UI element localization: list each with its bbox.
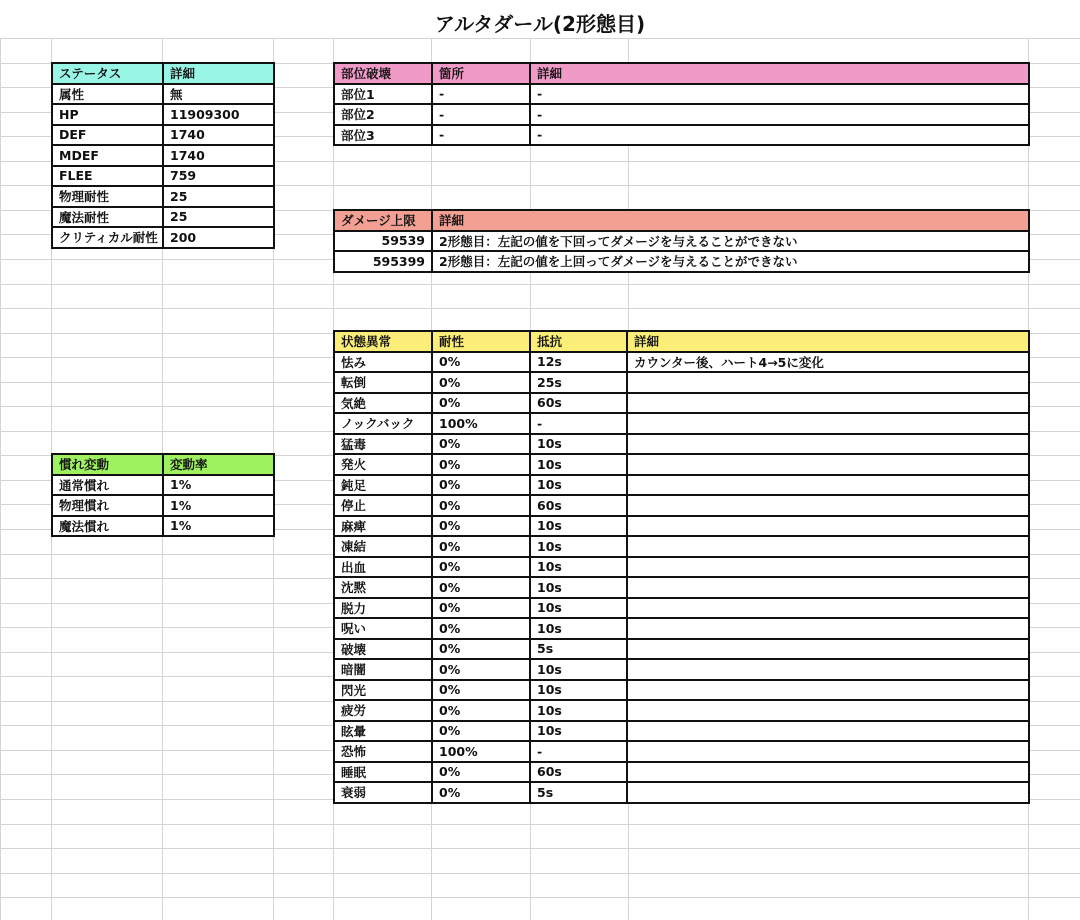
ailment-name-cell: 暗闇	[334, 659, 432, 680]
ailment-resist-time-cell: 10s	[530, 659, 627, 680]
ailment-name-cell: 脱力	[334, 598, 432, 619]
habituation-name-cell: 物理慣れ	[52, 495, 163, 516]
ailment-resist-time-cell: 10s	[530, 700, 627, 721]
ailment-row	[334, 516, 1029, 537]
ailment-resist-time-cell: 10s	[530, 557, 627, 578]
ailment-detail-cell	[627, 536, 1029, 557]
ailment-resist-time-cell: 10s	[530, 516, 627, 537]
status-name-cell: FLEE	[52, 166, 163, 187]
ailment-row	[334, 577, 1029, 598]
ailment-resist-time-cell: 10s	[530, 434, 627, 455]
ailment-name-cell: 睡眠	[334, 762, 432, 783]
ailment-name-cell: 疲労	[334, 700, 432, 721]
parts-table	[333, 62, 1030, 146]
part-name-cell: 部位2	[334, 104, 432, 125]
ailment-name-cell: 呪い	[334, 618, 432, 639]
ailment-detail-cell	[627, 475, 1029, 496]
status-name-cell: 物理耐性	[52, 186, 163, 207]
part-location-cell: -	[432, 104, 530, 125]
ailment-name-cell: 凍結	[334, 536, 432, 557]
parts-table-header	[334, 63, 1029, 84]
part-detail-cell: -	[530, 125, 1029, 146]
status-value-cell: 759	[163, 166, 274, 187]
damage-cap-detail-cell: 2形態目：左記の値を上回ってダメージを与えることができない	[432, 251, 1029, 272]
ailment-row	[334, 434, 1029, 455]
ailment-resistance-cell: 0%	[432, 536, 530, 557]
ailment-resistance-cell: 0%	[432, 721, 530, 742]
ailment-row	[334, 454, 1029, 475]
status-row	[52, 145, 274, 166]
ailment-detail-cell	[627, 454, 1029, 475]
ailment-detail-cell	[627, 495, 1029, 516]
ailment-resistance-cell: 0%	[432, 680, 530, 701]
ailment-row	[334, 495, 1029, 516]
ailment-row	[334, 680, 1029, 701]
ailment-name-cell: 沈黙	[334, 577, 432, 598]
damage-cap-row	[334, 251, 1029, 272]
ailment-row	[334, 700, 1029, 721]
ailment-resistance-cell: 0%	[432, 557, 530, 578]
ailment-row	[334, 639, 1029, 660]
ailment-resistance-cell: 0%	[432, 659, 530, 680]
ailment-row	[334, 721, 1029, 742]
ailment-resist-time-cell: 5s	[530, 639, 627, 660]
ailment-row	[334, 413, 1029, 434]
habituation-row	[52, 516, 274, 537]
ailment-resistance-cell: 0%	[432, 700, 530, 721]
ailment-name-cell: ノックバック	[334, 413, 432, 434]
status-row	[52, 227, 274, 248]
habituation-row	[52, 475, 274, 496]
habituation-rate-cell: 1%	[163, 495, 274, 516]
habituation-row	[52, 495, 274, 516]
ailment-detail-cell	[627, 680, 1029, 701]
ailment-resistance-cell: 0%	[432, 618, 530, 639]
damage-table-header	[334, 210, 1029, 231]
ailment-name-cell: 気絶	[334, 393, 432, 414]
status-header-label: ステータス	[52, 63, 163, 84]
ailment-detail-cell	[627, 413, 1029, 434]
status-table-header	[52, 63, 274, 84]
status-value-cell: 無	[163, 84, 274, 105]
ailment-resist-time-cell: 25s	[530, 372, 627, 393]
ailment-resist-time-cell: 10s	[530, 536, 627, 557]
ailment-detail-cell	[627, 598, 1029, 619]
habituation-name-cell: 魔法慣れ	[52, 516, 163, 537]
ailment-resist-time-cell: 10s	[530, 475, 627, 496]
ailment-resist-time-cell: -	[530, 741, 627, 762]
ailment-name-cell: 猛毒	[334, 434, 432, 455]
ailment-row	[334, 372, 1029, 393]
status-name-cell: MDEF	[52, 145, 163, 166]
status-value-cell: 1740	[163, 125, 274, 146]
ailment-row	[334, 393, 1029, 414]
status-row	[52, 104, 274, 125]
ailment-header-resistance: 耐性	[432, 331, 530, 352]
damage-cap-row	[334, 231, 1029, 252]
ailment-table-header	[334, 331, 1029, 352]
ailment-name-cell: 衰弱	[334, 782, 432, 803]
status-value-cell: 25	[163, 207, 274, 228]
ailment-resist-time-cell: -	[530, 413, 627, 434]
status-row	[52, 186, 274, 207]
ailment-table	[333, 330, 1030, 804]
ailment-row	[334, 557, 1029, 578]
part-name-cell: 部位3	[334, 125, 432, 146]
status-value-cell: 25	[163, 186, 274, 207]
habituation-header-rate: 変動率	[163, 454, 274, 475]
ailment-detail-cell	[627, 721, 1029, 742]
ailment-resist-time-cell: 10s	[530, 618, 627, 639]
part-location-cell: -	[432, 84, 530, 105]
part-location-cell: -	[432, 125, 530, 146]
habituation-header-label: 慣れ変動	[52, 454, 163, 475]
ailment-detail-cell	[627, 372, 1029, 393]
ailment-detail-cell	[627, 700, 1029, 721]
ailment-resist-time-cell: 10s	[530, 680, 627, 701]
ailment-row	[334, 536, 1029, 557]
parts-header-location: 箇所	[432, 63, 530, 84]
damage-cap-value-cell: 59539	[334, 231, 432, 252]
status-row	[52, 125, 274, 146]
ailment-row	[334, 741, 1029, 762]
status-name-cell: 魔法耐性	[52, 207, 163, 228]
ailment-detail-cell	[627, 762, 1029, 783]
ailment-detail-cell	[627, 577, 1029, 598]
part-detail-cell: -	[530, 84, 1029, 105]
damage-header-label: ダメージ上限	[334, 210, 432, 231]
ailment-name-cell: 鈍足	[334, 475, 432, 496]
ailment-name-cell: 出血	[334, 557, 432, 578]
ailment-name-cell: 閃光	[334, 680, 432, 701]
ailment-resistance-cell: 0%	[432, 495, 530, 516]
ailment-name-cell: 眩暈	[334, 721, 432, 742]
status-header-detail: 詳細	[163, 63, 274, 84]
ailment-detail-cell	[627, 618, 1029, 639]
ailment-detail-cell	[627, 639, 1029, 660]
ailment-detail-cell	[627, 393, 1029, 414]
parts-row	[334, 125, 1029, 146]
ailment-header-detail: 詳細	[627, 331, 1029, 352]
ailment-row	[334, 762, 1029, 783]
ailment-row	[334, 598, 1029, 619]
status-row	[52, 84, 274, 105]
ailment-name-cell: 怯み	[334, 352, 432, 373]
ailment-detail-cell	[627, 659, 1029, 680]
ailment-resist-time-cell: 60s	[530, 393, 627, 414]
ailment-resistance-cell: 0%	[432, 352, 530, 373]
ailment-header-label: 状態異常	[334, 331, 432, 352]
ailment-resist-time-cell: 10s	[530, 598, 627, 619]
part-name-cell: 部位1	[334, 84, 432, 105]
parts-header-detail: 詳細	[530, 63, 1029, 84]
ailment-resistance-cell: 0%	[432, 393, 530, 414]
status-row	[52, 166, 274, 187]
ailment-name-cell: 転倒	[334, 372, 432, 393]
status-row	[52, 207, 274, 228]
ailment-resistance-cell: 0%	[432, 782, 530, 803]
ailment-detail-cell	[627, 741, 1029, 762]
ailment-resistance-cell: 0%	[432, 577, 530, 598]
status-value-cell: 1740	[163, 145, 274, 166]
status-table	[51, 62, 275, 249]
ailment-resist-time-cell: 60s	[530, 762, 627, 783]
damage-cap-detail-cell: 2形態目：左記の値を下回ってダメージを与えることができない	[432, 231, 1029, 252]
ailment-resist-time-cell: 10s	[530, 721, 627, 742]
damage-cap-table	[333, 209, 1030, 273]
ailment-row	[334, 618, 1029, 639]
ailment-resistance-cell: 0%	[432, 372, 530, 393]
status-name-cell: 属性	[52, 84, 163, 105]
ailment-detail-cell	[627, 782, 1029, 803]
ailment-resistance-cell: 100%	[432, 413, 530, 434]
parts-row	[334, 84, 1029, 105]
habituation-rate-cell: 1%	[163, 516, 274, 537]
damage-header-detail: 詳細	[432, 210, 1029, 231]
ailment-detail-cell	[627, 434, 1029, 455]
part-detail-cell: -	[530, 104, 1029, 125]
ailment-header-resist-time: 抵抗	[530, 331, 627, 352]
habituation-table	[51, 453, 275, 537]
ailment-resistance-cell: 0%	[432, 434, 530, 455]
ailment-row	[334, 475, 1029, 496]
ailment-name-cell: 麻痺	[334, 516, 432, 537]
ailment-resistance-cell: 100%	[432, 741, 530, 762]
ailment-name-cell: 破壊	[334, 639, 432, 660]
ailment-detail-cell: カウンター後、ハート4→5に変化	[627, 352, 1029, 373]
damage-cap-value-cell: 595399	[334, 251, 432, 272]
habituation-name-cell: 通常慣れ	[52, 475, 163, 496]
ailment-resistance-cell: 0%	[432, 598, 530, 619]
ailment-name-cell: 発火	[334, 454, 432, 475]
status-name-cell: クリティカル耐性	[52, 227, 163, 248]
habituation-table-header	[52, 454, 274, 475]
ailment-name-cell: 恐怖	[334, 741, 432, 762]
parts-row	[334, 104, 1029, 125]
ailment-resistance-cell: 0%	[432, 454, 530, 475]
ailment-resistance-cell: 0%	[432, 516, 530, 537]
status-value-cell: 200	[163, 227, 274, 248]
status-name-cell: DEF	[52, 125, 163, 146]
parts-header-label: 部位破壊	[334, 63, 432, 84]
ailment-resist-time-cell: 5s	[530, 782, 627, 803]
ailment-resistance-cell: 0%	[432, 762, 530, 783]
page-title: アルタダール(2形態目)	[434, 12, 646, 36]
ailment-resist-time-cell: 12s	[530, 352, 627, 373]
ailment-resist-time-cell: 10s	[530, 577, 627, 598]
ailment-resistance-cell: 0%	[432, 475, 530, 496]
ailment-detail-cell	[627, 557, 1029, 578]
ailment-name-cell: 停止	[334, 495, 432, 516]
ailment-row	[334, 659, 1029, 680]
status-value-cell: 11909300	[163, 104, 274, 125]
ailment-resistance-cell: 0%	[432, 639, 530, 660]
ailment-detail-cell	[627, 516, 1029, 537]
ailment-row	[334, 352, 1029, 373]
ailment-resist-time-cell: 60s	[530, 495, 627, 516]
habituation-rate-cell: 1%	[163, 475, 274, 496]
ailment-row	[334, 782, 1029, 803]
ailment-resist-time-cell: 10s	[530, 454, 627, 475]
status-name-cell: HP	[52, 104, 163, 125]
